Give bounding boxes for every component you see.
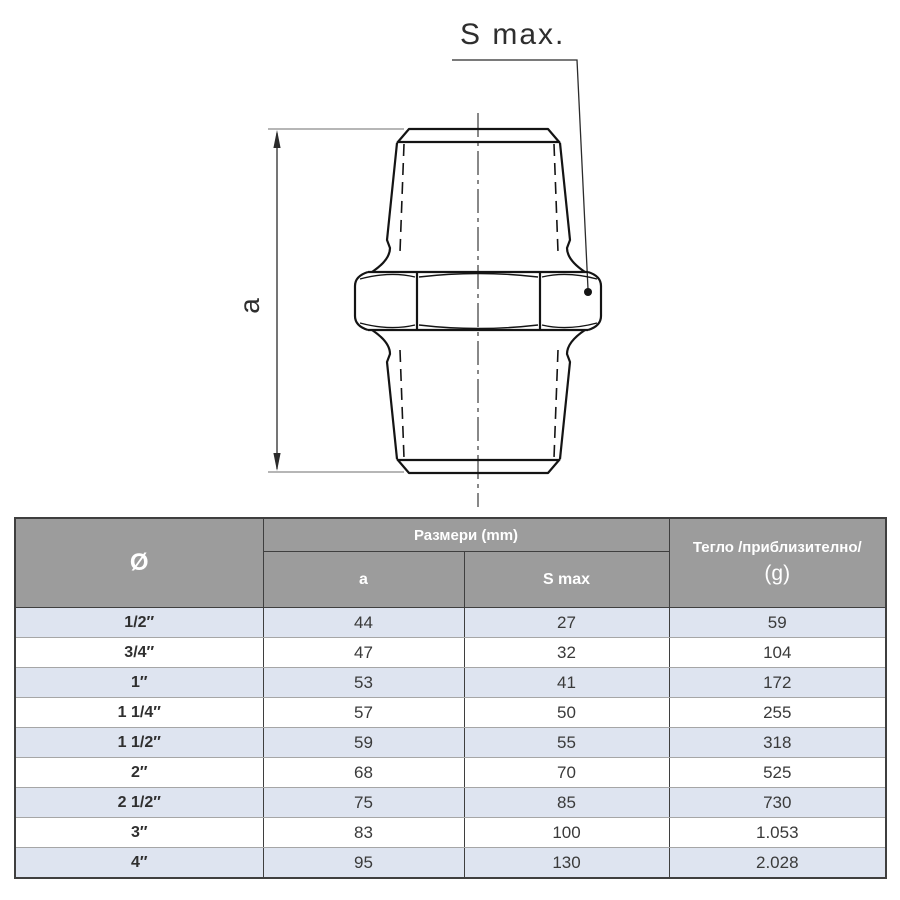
cell-s-max: 100 [464,818,669,848]
dimension-arrow-bottom-icon [273,453,280,471]
cell-size: 1 1/4″ [15,698,263,728]
cell-a: 95 [263,848,464,879]
dimension-label-a: a [234,298,265,314]
table-row [15,848,886,879]
dimension-arrow-top-icon [273,130,280,148]
header-row-1 [15,518,886,552]
cell-s-max: 27 [464,608,669,638]
header-weight [669,518,886,608]
header-weight-label: Тегло /приблизително/ [692,539,862,556]
cell-size: 1″ [15,668,263,698]
table-row [15,698,886,728]
cell-weight: 59 [669,608,886,638]
s-max-label: S max. [460,18,566,51]
cell-a: 83 [263,818,464,848]
cell-a: 53 [263,668,464,698]
spec-table [14,517,887,879]
table-row [15,818,886,848]
cell-size: 1 1/2″ [15,728,263,758]
cell-weight: 104 [669,638,886,668]
cell-weight: 1.053 [669,818,886,848]
cell-weight: 255 [669,698,886,728]
cell-s-max: 32 [464,638,669,668]
cell-size: 2 1/2″ [15,788,263,818]
cell-weight: 172 [669,668,886,698]
cell-s-max: 130 [464,848,669,879]
cell-s-max: 55 [464,728,669,758]
cell-s-max: 70 [464,758,669,788]
cell-size: 2″ [15,758,263,788]
cell-a: 68 [263,758,464,788]
leader-dot-icon [584,288,592,296]
cell-a: 47 [263,638,464,668]
cell-a: 59 [263,728,464,758]
table-row [15,728,886,758]
header-diameter: Ø [15,518,263,608]
table-row [15,788,886,818]
thread-dashed-bottom [400,350,558,458]
cell-size: 1/2″ [15,608,263,638]
table-row [15,668,886,698]
table-row [15,608,886,638]
table-row [15,758,886,788]
cell-s-max: 41 [464,668,669,698]
header-dimensions-group: Размери (mm) [263,518,669,552]
cell-size: 3/4″ [15,638,263,668]
cell-weight: 730 [669,788,886,818]
cell-weight: 525 [669,758,886,788]
table-row [15,638,886,668]
header-col-s-max: S max [464,552,669,608]
cell-weight: 2.028 [669,848,886,879]
header-weight-unit: (g) [764,561,791,585]
thread-dashed-top [400,144,558,252]
cell-s-max: 50 [464,698,669,728]
cell-a: 44 [263,608,464,638]
cell-s-max: 85 [464,788,669,818]
header-col-a: a [263,552,464,608]
cell-a: 57 [263,698,464,728]
cell-weight: 318 [669,728,886,758]
cell-size: 4″ [15,848,263,879]
cell-a: 75 [263,788,464,818]
cell-size: 3″ [15,818,263,848]
